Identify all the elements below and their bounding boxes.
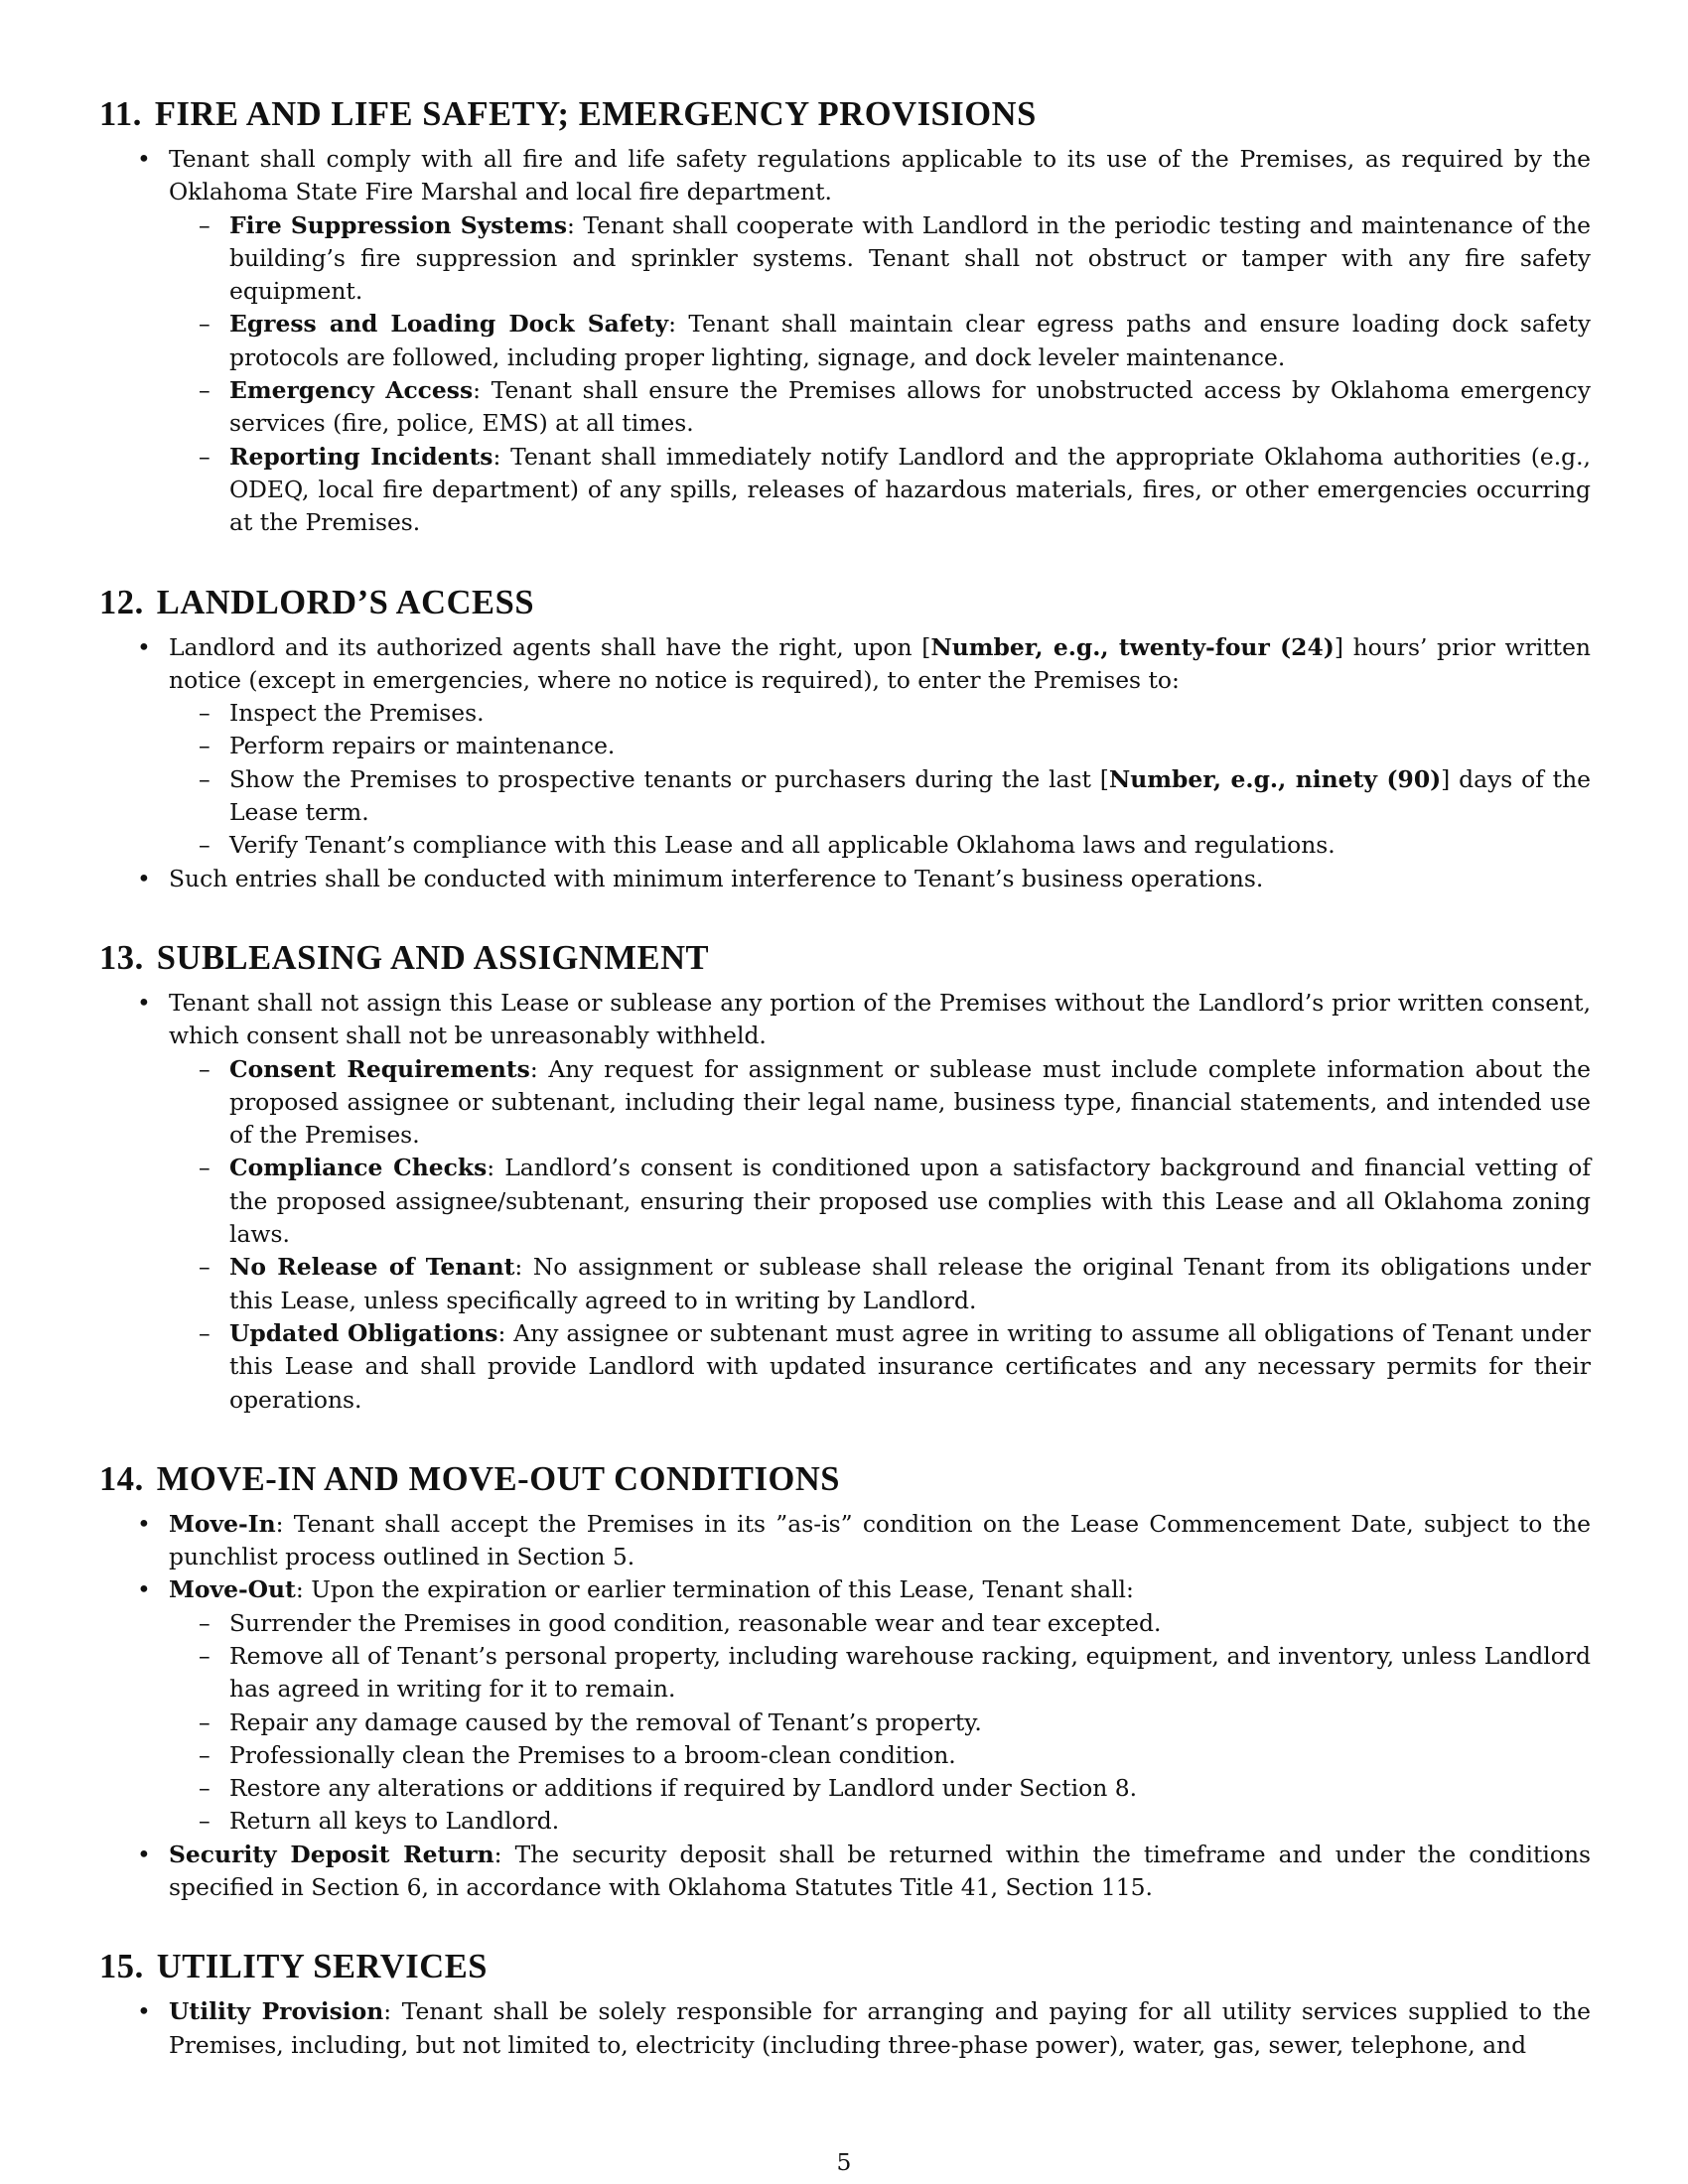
bullet-item: [169, 631, 1591, 863]
sub-text: ] days of the Lease term.: [229, 764, 1591, 827]
sub-item: [229, 730, 1591, 762]
bullet-text: : Tenant shall be solely responsible for arranging and paying for all utility services supplied to the Premises, including, but not limited to, electricity (including three-phase power), water, gas, sewer, telephone, and: [169, 1997, 1591, 2059]
bullet-item: [169, 1508, 1591, 1574]
bullet-list: [99, 1995, 1591, 2062]
sub-item: [229, 1317, 1591, 1417]
sub-text: Remove all of Tenant’s personal property, including warehouse racking, equipment, and inventory, unless Landlord has agreed in writing for it to remain.: [229, 1641, 1591, 1704]
sub-item: [229, 1640, 1591, 1706]
sub-item: [229, 374, 1591, 441]
sub-item: [229, 1772, 1591, 1805]
sub-list: [169, 697, 1591, 862]
section-title: SUBLEASING AND ASSIGNMENT: [156, 938, 710, 977]
sub-item: [229, 1053, 1591, 1153]
sub-item: [229, 1805, 1591, 1838]
section-number: 11.: [99, 95, 142, 133]
sub-item: [229, 1739, 1591, 1772]
bullet-list: [99, 143, 1591, 540]
sub-item: [229, 1706, 1591, 1739]
bullet-item: [169, 1995, 1591, 2062]
sub-text: Verify Tenant’s compliance with this Lease and all applicable Oklahoma laws and regulations.: [229, 831, 1336, 860]
section-heading: [99, 937, 1591, 979]
term: No Release of Tenant: [229, 1253, 515, 1282]
term: Reporting Incidents: [229, 442, 493, 471]
sub-text: Repair any damage caused by the removal of Tenant’s property.: [229, 1707, 982, 1736]
sub-text: Inspect the Premises.: [229, 699, 485, 728]
bullet-list: [99, 987, 1591, 1417]
section-title: UTILITY SERVICES: [156, 1948, 488, 1986]
bullet-text: Such entries shall be conducted with minimum interference to Tenant’s business operations.: [169, 864, 1264, 892]
sub-text: Return all keys to Landlord.: [229, 1807, 560, 1836]
sub-item: [229, 209, 1591, 309]
sub-list: [169, 209, 1591, 540]
section-heading: [99, 582, 1591, 623]
bullet-item: [169, 1839, 1591, 1905]
bullet-text: Landlord and its authorized agents shall have the right, upon [: [169, 632, 931, 661]
sub-item: [229, 763, 1591, 830]
section-15: [99, 1946, 1591, 2062]
sub-text: : Any request for assignment or sublease must include complete information about the proposed assignee or subtenant, including their legal name, business type, financial statements, and intended use of the Premises.: [229, 1054, 1591, 1150]
sub-list: [169, 1053, 1591, 1417]
bullet-item: [169, 1573, 1591, 1838]
sub-text: Restore any alterations or additions if required by Landlord under Section 8.: [229, 1774, 1138, 1803]
sub-text: : Tenant shall immediately notify Landlord and the appropriate Oklahoma authorities (e.g., ODEQ, local fire department) of any spills, releases of hazardous materials, fires, or other emergencies occurring at the Premises.: [229, 442, 1591, 537]
sub-text: Show the Premises to prospective tenants or purchasers during the last [: [229, 764, 1109, 793]
sub-item: [229, 1251, 1591, 1317]
section-number: 15.: [99, 1948, 144, 1986]
section-title: FIRE AND LIFE SAFETY; EMERGENCY PROVISIONS: [154, 95, 1037, 133]
term: Fire Suppression Systems: [229, 210, 567, 239]
term: Emergency Access: [229, 376, 474, 405]
sub-item: [229, 1152, 1591, 1251]
bullet-text: : Upon the expiration or earlier termination of this Lease, Tenant shall:: [295, 1575, 1134, 1604]
page-number: 5: [836, 2148, 852, 2176]
section-11: [99, 93, 1591, 540]
section-12: [99, 582, 1591, 895]
sub-text: Surrender the Premises in good condition, reasonable wear and tear excepted.: [229, 1608, 1162, 1637]
bullet-text: Tenant shall not assign this Lease or sublease any portion of the Premises without the Landlord’s prior written consent, which consent shall not be unreasonably withheld.: [169, 988, 1591, 1050]
sub-text: : Landlord’s consent is conditioned upon a satisfactory background and financial vetting of the proposed assignee/subtenant, ensuring their proposed use complies with this Lease and all Oklahoma zoning laws.: [229, 1154, 1591, 1249]
section-heading: [99, 1458, 1591, 1500]
bullet-item: [169, 143, 1591, 540]
bullet-text: ] hours’ prior written notice (except in emergencies, where no notice is required), to enter the Premises to:: [169, 632, 1591, 694]
placeholder-value: Number, e.g., ninety (90): [1108, 764, 1442, 793]
sub-text: Perform repairs or maintenance.: [229, 732, 616, 760]
section-number: 14.: [99, 1459, 144, 1498]
document-page: [99, 93, 1591, 2062]
term: Move-Out: [169, 1575, 296, 1604]
bullet-item: [169, 987, 1591, 1417]
section-number: 13.: [99, 938, 144, 977]
section-14: [99, 1458, 1591, 1905]
section-heading: [99, 93, 1591, 135]
bullet-text: : The security deposit shall be returned within the timeframe and under the conditions specified in Section 6, in accordance with Oklahoma Statutes Title 41, Section 115.: [169, 1840, 1592, 1902]
bullet-text: Tenant shall comply with all fire and life safety regulations applicable to its use of the Premises, as required by the Oklahoma State Fire Marshal and local fire department.: [169, 145, 1591, 206]
section-title: MOVE-IN AND MOVE-OUT CONDITIONS: [156, 1459, 841, 1498]
term: Move-In: [169, 1509, 276, 1538]
term: Egress and Loading Dock Safety: [229, 310, 669, 339]
sub-item: [229, 697, 1591, 730]
section-title: LANDLORD’S ACCESS: [156, 583, 535, 621]
term: Compliance Checks: [229, 1154, 488, 1182]
sub-item: [229, 441, 1591, 540]
sub-text: : Any assignee or subtenant must agree in writing to assume all obligations of Tenant under this Lease and shall provide Landlord with updated insurance certificates and any necessary permits for their operations.: [229, 1318, 1591, 1414]
sub-item: [229, 1607, 1591, 1640]
sub-text: : Tenant shall ensure the Premises allows for unobstructed access by Oklahoma emergency services (fire, police, EMS) at all times.: [229, 376, 1591, 438]
placeholder-value: Number, e.g., twenty-four (24): [930, 632, 1335, 661]
sub-text: : Tenant shall cooperate with Landlord in the periodic testing and maintenance of the building’s fire suppression and sprinkler systems. Tenant shall not obstruct or tamper with any fire safety equipment.: [229, 210, 1592, 306]
bullet-item: [169, 863, 1591, 895]
section-13: [99, 937, 1591, 1417]
bullet-list: [99, 631, 1591, 895]
term: Consent Requirements: [229, 1054, 530, 1083]
bullet-text: : Tenant shall accept the Premises in its ”as-is” condition on the Lease Commencement Date, subject to the punchlist process outlined in Section 5.: [169, 1509, 1591, 1571]
term: Utility Provision: [169, 1997, 384, 2026]
sub-text: Professionally clean the Premises to a broom-clean condition.: [229, 1740, 956, 1769]
sub-text: : Tenant shall maintain clear egress paths and ensure loading dock safety protocols are followed, including proper lighting, signage, and dock leveler maintenance.: [229, 310, 1591, 371]
sub-item: [229, 829, 1591, 862]
section-number: 12.: [99, 583, 144, 621]
sub-item: [229, 308, 1591, 374]
sub-list: [169, 1607, 1591, 1839]
sub-text: : No assignment or sublease shall release the original Tenant from its obligations under this Lease, unless specifically agreed to in writing by Landlord.: [229, 1253, 1591, 1314]
term: Updated Obligations: [229, 1318, 498, 1347]
bullet-list: [99, 1508, 1591, 1905]
term: Security Deposit Return: [169, 1840, 494, 1868]
section-heading: [99, 1946, 1591, 1987]
